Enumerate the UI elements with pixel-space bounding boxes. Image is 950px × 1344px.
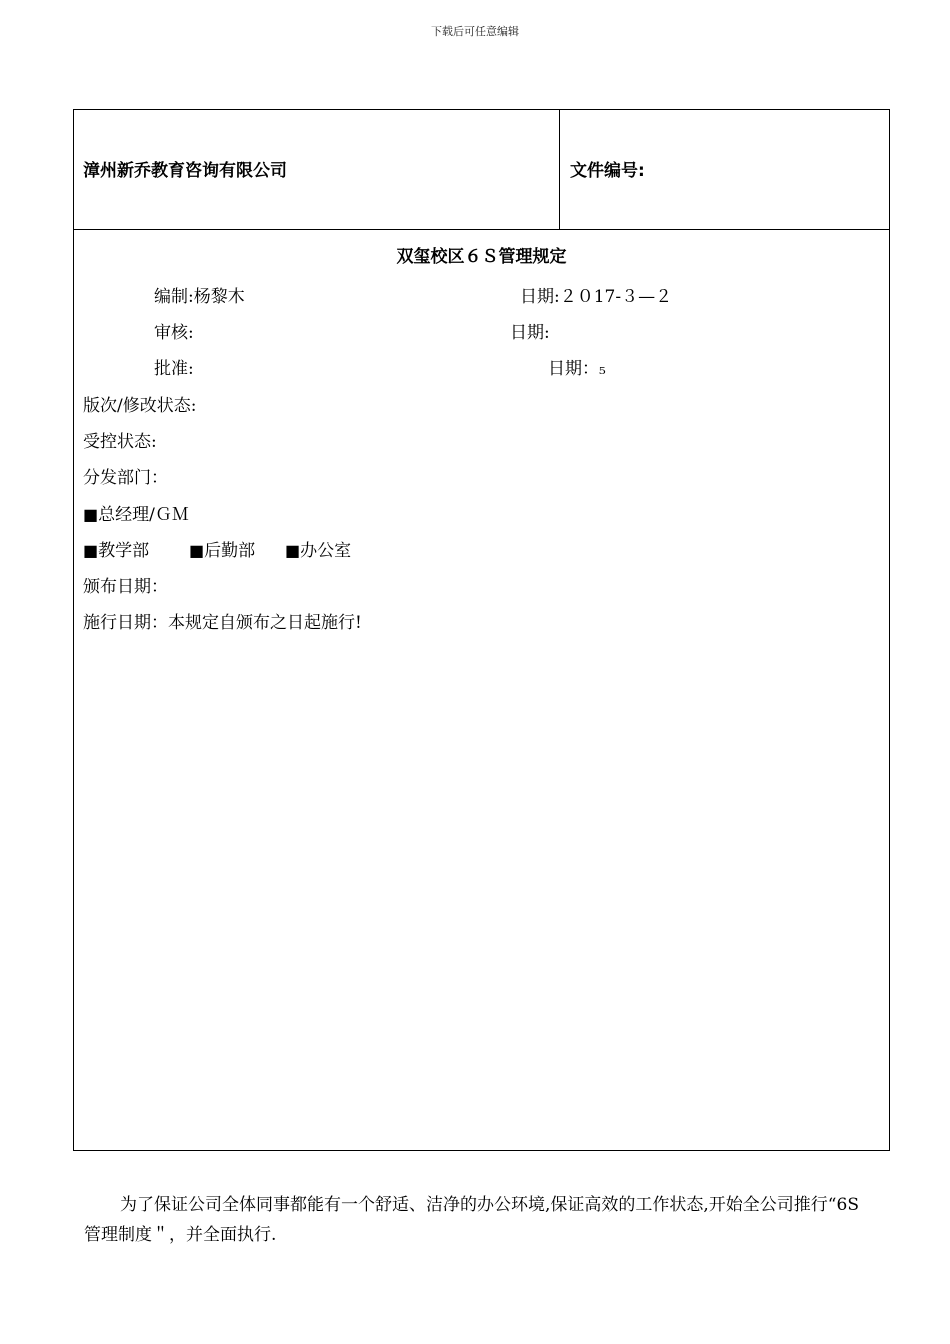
- review-date: 日期:: [510, 323, 550, 343]
- department-teaching: [83, 536, 149, 561]
- department-office-label: 办公室: [300, 541, 352, 561]
- compiled-date: 日期:２０17-３—２: [520, 287, 673, 307]
- company-cell: [74, 110, 560, 229]
- compiled-by: 编制:杨黎木: [154, 287, 245, 307]
- document-title: 双玺校区６Ｓ管理规定: [396, 247, 567, 267]
- file-number-label: 文件编号:: [570, 161, 645, 181]
- checkbox-filled-icon: ■: [83, 505, 99, 524]
- reviewed-by: 审核:: [154, 323, 194, 343]
- approve-date: 日期：₅: [548, 359, 606, 379]
- approved-by: 批准:: [154, 359, 194, 379]
- header-row: [74, 110, 889, 230]
- distribution-label: 分发部门：: [83, 468, 168, 488]
- department-office: [285, 536, 351, 561]
- intro-paragraph: 为了保证公司全体同事都能有一个舒适、洁净的办公环境,保证高效的工作状态,开始全公司推行“6S管理制度＂，并全面执行.: [84, 1195, 859, 1245]
- document-body: [74, 230, 889, 1150]
- file-number-cell: [560, 110, 889, 229]
- checkbox-filled-icon: ■: [83, 541, 99, 560]
- page-header-note: 下载后可任意编辑: [431, 25, 519, 38]
- checkbox-filled-icon: ■: [285, 541, 301, 560]
- department-logistics: [189, 536, 255, 561]
- effective-date: 施行日期：本规定自颁布之日起施行!: [83, 613, 362, 633]
- revision-status: 版次/修改状态:: [83, 396, 197, 416]
- department-gm-label: 总经理/ＧＭ: [98, 505, 189, 525]
- department-teaching-label: 教学部: [98, 541, 150, 561]
- release-date: 颁布日期：: [83, 577, 168, 597]
- control-status: 受控状态:: [83, 432, 157, 452]
- company-name: 漳州新乔教育咨询有限公司: [83, 161, 287, 181]
- document-table: [73, 109, 890, 1151]
- department-logistics-label: 后勤部: [204, 541, 256, 561]
- checkbox-filled-icon: ■: [189, 541, 205, 560]
- department-gm: [83, 500, 189, 525]
